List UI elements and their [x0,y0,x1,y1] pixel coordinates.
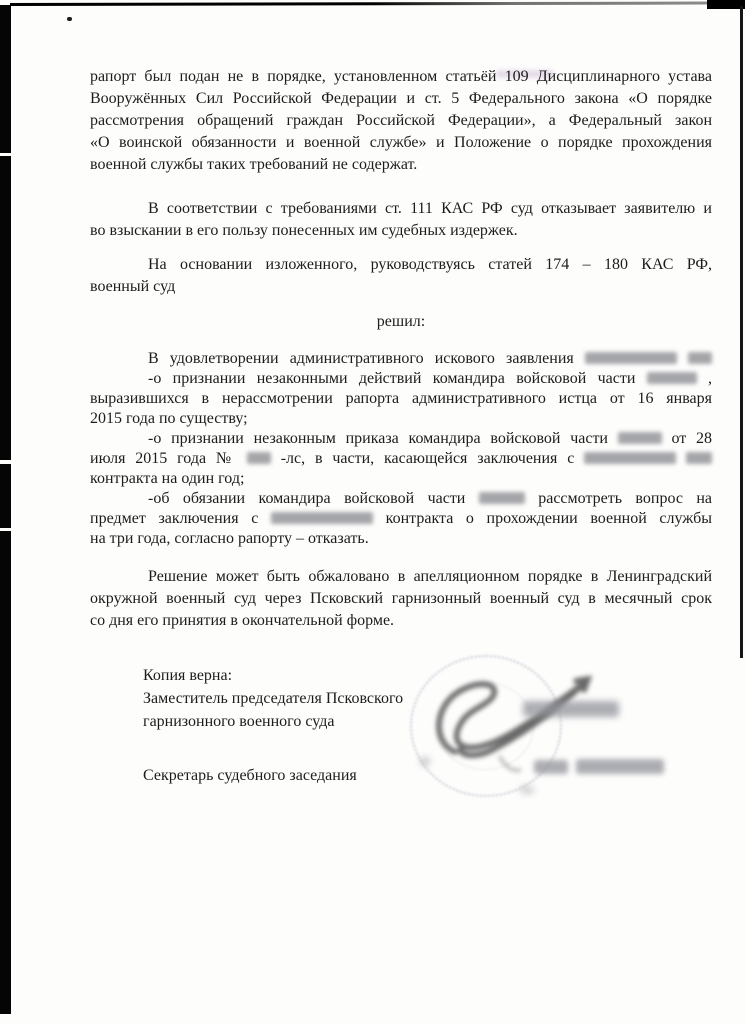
secretary-name-redacted [576,759,664,774]
text-segment: военной службы таких требований не содержат. [90,156,418,173]
text-segment: на три года, согласно рапорту – отказать. [90,530,369,547]
text-segment: военный суд [90,278,176,295]
redacted-text [618,432,662,444]
official-title-line1: Заместитель председателя Псковского [143,690,404,707]
redacted-text [688,352,712,364]
text-line [90,132,712,154]
redacted-text [585,352,677,364]
text-segment: «О воинской обязанности и военной службе» и Положение о порядке прохождения [90,134,712,151]
secretary-initials-redacted [534,760,568,774]
signature-block [143,664,403,787]
handwritten-signature [395,645,695,805]
paragraph-preamble-continuation [90,66,712,176]
scan-dot-artifact [67,17,72,21]
text-line [90,88,712,110]
document-body-text [90,66,712,632]
paragraph-basis-paragraph [90,254,712,298]
text-line [90,276,712,298]
text-line [90,198,712,220]
paragraph-appeal-paragraph [90,566,712,632]
text-line [90,588,712,610]
text-line [90,610,712,632]
text-segment: от 28 [671,430,713,447]
paragraph-resolution-word [90,311,712,333]
paragraph-operative-part [90,349,712,549]
text-segment: решил: [376,313,426,330]
text-segment: В соответствии с требованиями ст. 111 КАС РФ суд отказывает заявителю и [148,200,712,217]
text-segment: -о признании незаконным приказа командира войсковой части [148,430,608,447]
text-line [90,311,712,333]
redacted-text [686,452,712,464]
text-segment: предмет заключения с [90,510,259,527]
scan-top-edge-line [10,2,707,6]
text-segment: рассмотреть вопрос на [538,490,713,507]
text-segment: рассмотрения обращений граждан Российской Федерации», а Федеральный закон [90,112,712,129]
text-line [90,509,712,529]
redacted-text [584,452,676,464]
text-segment: , [708,370,713,387]
copy-note: Копия верна: [143,667,233,684]
text-line [90,66,712,88]
stamp-ink-dot [420,757,430,766]
text-line [90,349,712,369]
text-line [90,220,712,242]
text-line [90,429,712,449]
text-segment: 2015 года по существу; [90,410,248,427]
secretary-label: Секретарь судебного заседания [143,767,357,784]
text-segment: во взыскании в его пользу понесенных им судебных издержек. [90,222,518,239]
redacted-text [479,492,525,504]
text-segment: В удовлетворении административного искового заявления [148,350,574,367]
text-line [90,469,712,489]
deputy-name-redacted [523,701,619,717]
text-segment: На основании изложенного, руководствуясь статей 174 – 180 КАС РФ, [148,256,712,273]
text-segment: окружной военный суд через Псковский гарнизонный военный суд в месячный срок [90,590,712,607]
text-line [90,254,712,276]
text-line [90,369,712,389]
text-segment: -об обязании командира войсковой части [148,490,466,507]
stamp-ink-dot [520,786,534,794]
scan-left-edge-bar [0,5,11,1014]
text-segment: июля 2015 года № [90,450,238,467]
redacted-text [647,372,697,384]
text-line [90,566,712,588]
text-line [90,449,712,469]
text-segment: выразившихся в нерассмотрении рапорта административного истца от 16 января [90,390,712,407]
text-segment: -о признании незаконными действий командира войсковой части [148,370,636,387]
text-segment: контракта о прохождении военной службы [385,510,713,527]
text-segment: Вооружённых Сил Российской Федерации и ст. 5 Федерального закона «О порядке [90,90,712,107]
scan-right-edge-line [740,6,743,658]
text-segment: со дня его принятия в окончательной форме. [90,612,395,629]
text-line [90,110,712,132]
text-line [90,529,712,549]
text-line [90,409,712,429]
text-segment: Решение может быть обжаловано в апелляционном порядке в Ленинградский [148,568,712,585]
redacted-text [271,512,373,524]
text-line [90,389,712,409]
text-segment: контракта на один год; [90,470,245,487]
text-segment: рапорт был подан не в порядке, установленном статьёй 109 Дисциплинарного устава [90,68,712,85]
text-segment: -лс, в части, касающейся заключения с [280,450,575,467]
text-line [90,489,712,509]
official-title-line2: гарнизонного военного суда [143,713,335,730]
redacted-text [247,452,271,464]
paragraph-costs-paragraph [90,198,712,242]
text-line [90,154,712,176]
